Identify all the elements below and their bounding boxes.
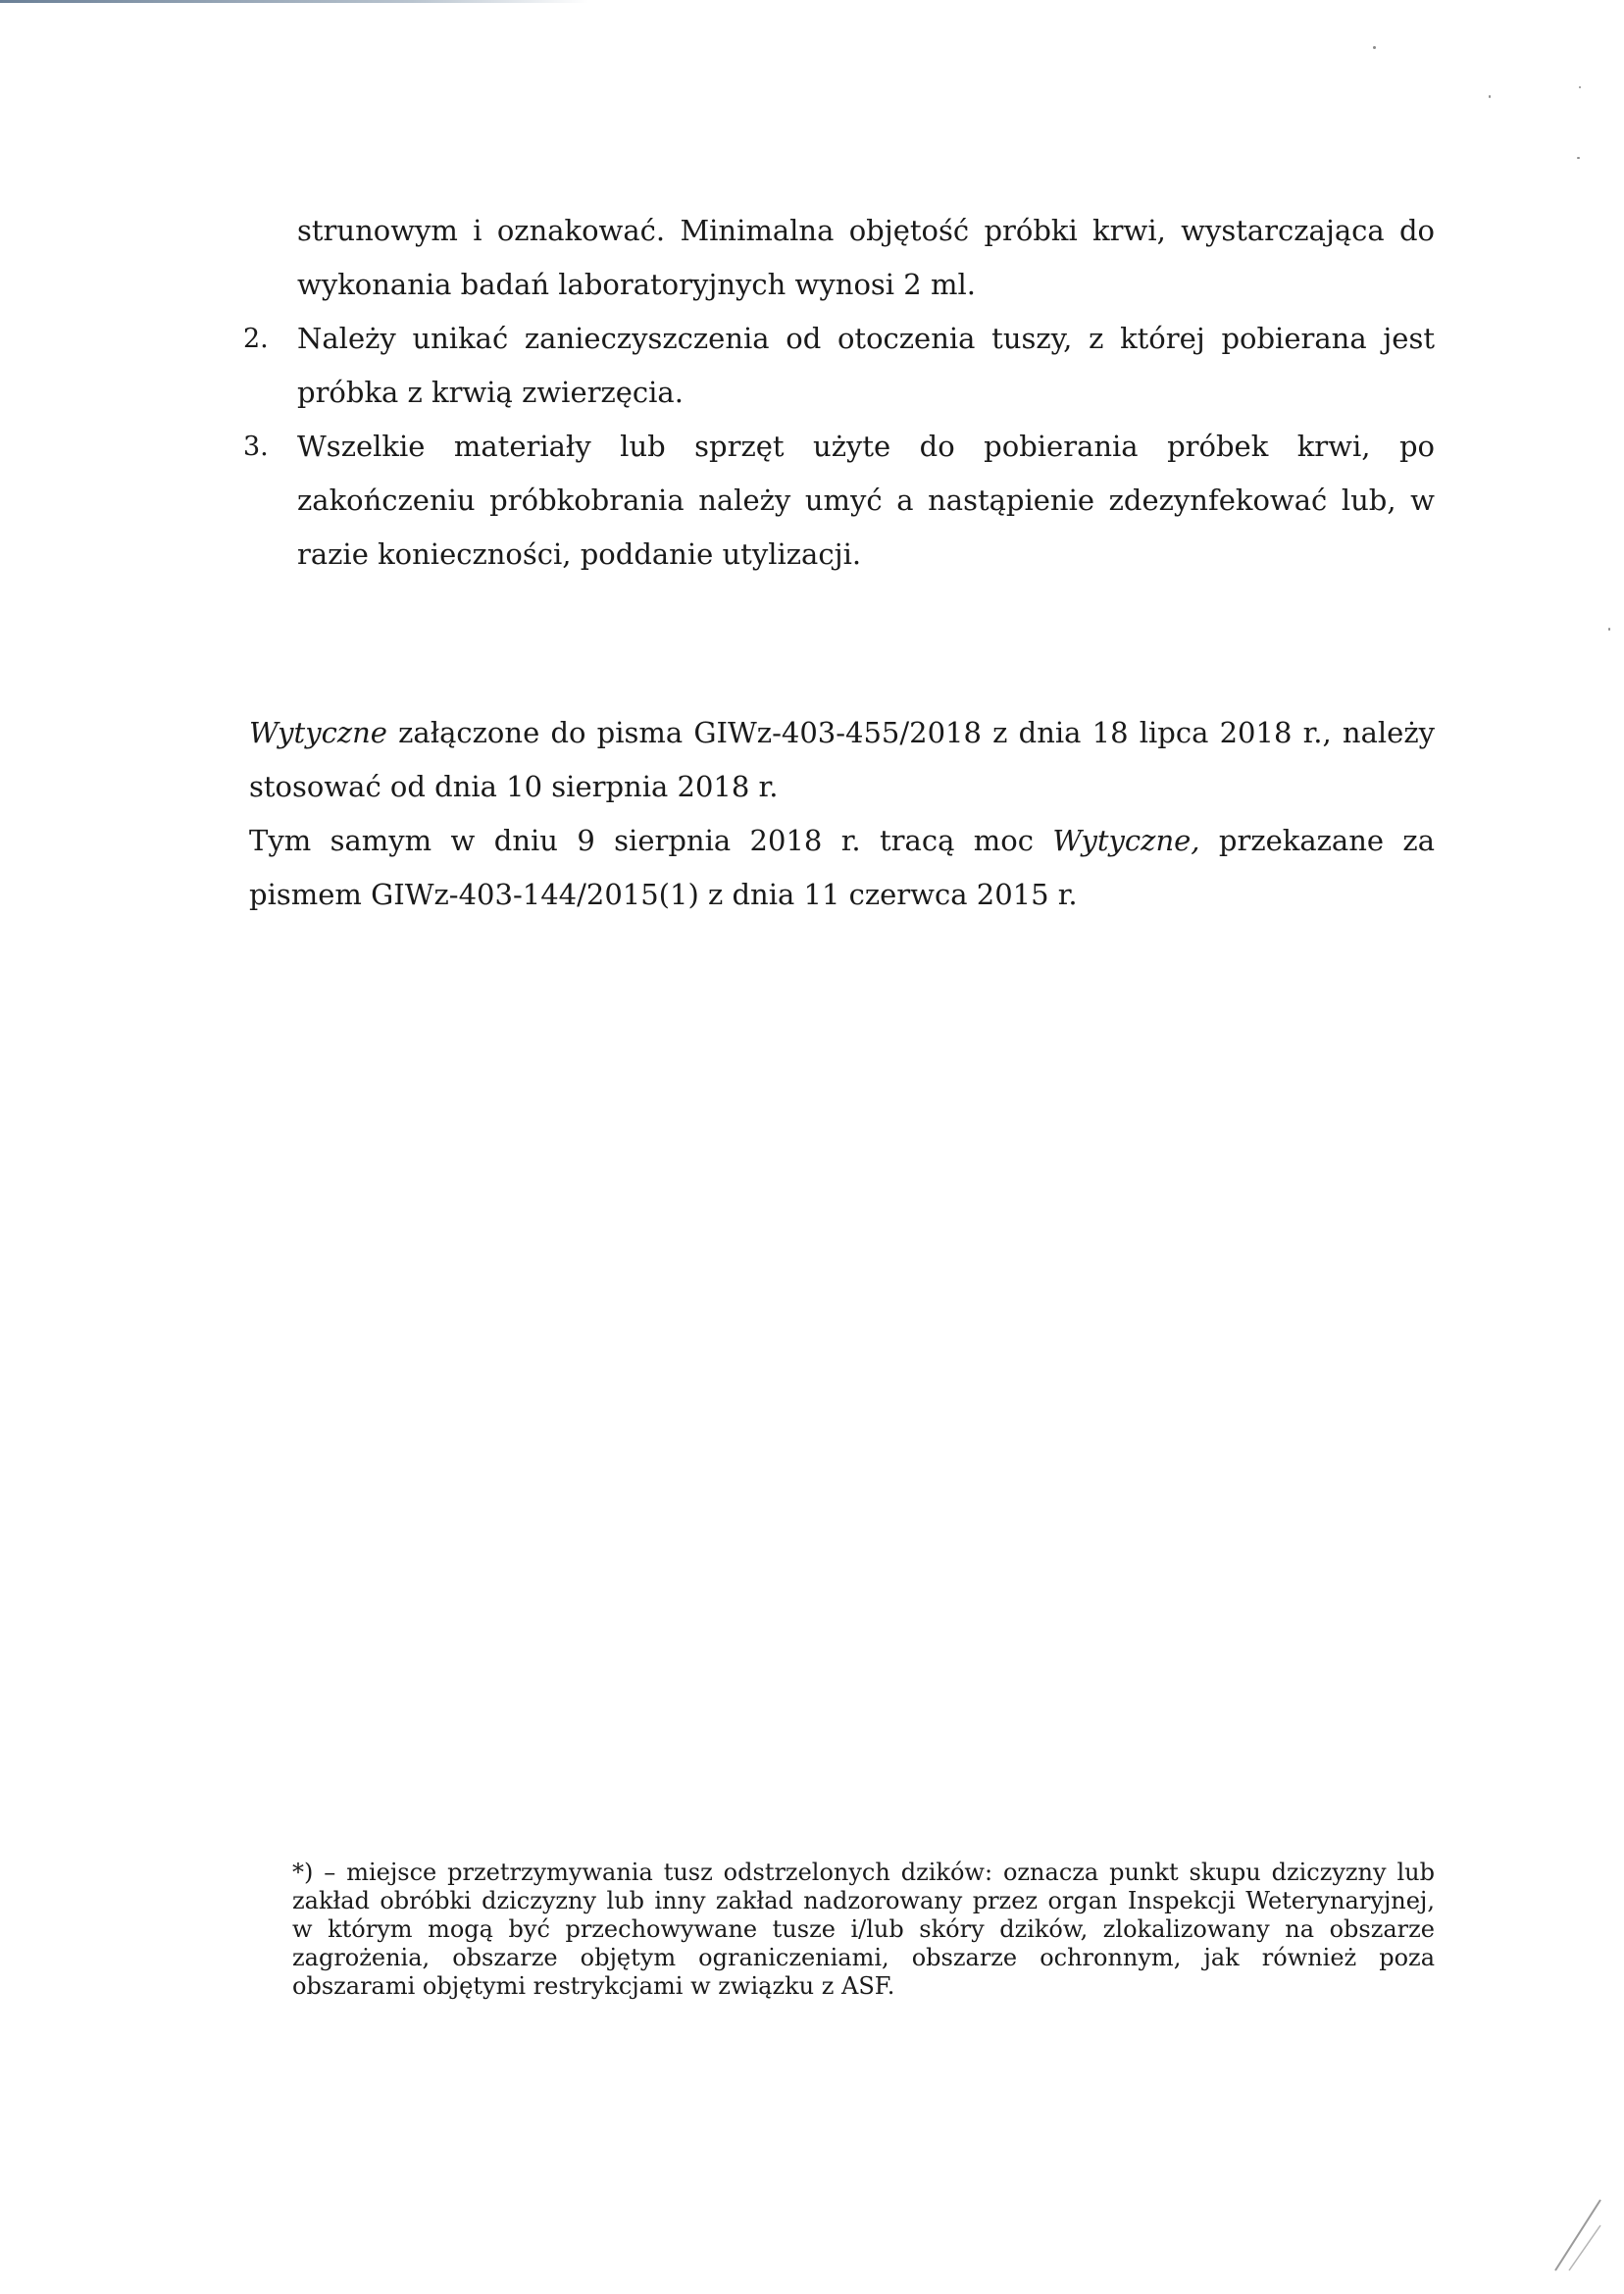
list-item-number: 3. [243, 432, 269, 462]
guidance-section [249, 706, 1435, 922]
guidance-repeal-text-end: przekazane za pismem GIWz-403-144/2015(1) z dnia 11 czerwca 2015 r. [249, 824, 1435, 911]
scan-speck [1489, 95, 1491, 98]
guidance-paragraph-effective [249, 706, 1435, 814]
continued-paragraph: strunowym i oznakować. Minimalna objętość próbki krwi, wystarczająca do wykonania badań laboratoryjnych wynosi 2 ml. [297, 214, 1435, 301]
list-item-text: Wszelkie materiały lub sprzęt użyte do pobierania próbek krwi, po zakończeniu próbkobrania należy umyć a nastąpienie zdezynfekować lub, w razie konieczności, poddanie utylizacji. [297, 430, 1435, 571]
scan-speck [1608, 628, 1610, 631]
scan-speck [1577, 157, 1580, 159]
guidance-title-italic: Wytyczne [249, 716, 387, 749]
guidance-effective-text: załączone do pisma GIWz-403-455/2018 z dnia 18 lipca 2018 r., należy stosować od dnia 10 sierpnia 2018 r. [249, 716, 1435, 803]
scan-speck [1373, 46, 1376, 49]
list-item-text: Należy unikać zanieczyszczenia od otoczenia tuszy, z której pobierana jest próbka z krwią zwierzęcia. [297, 322, 1435, 409]
guidance-paragraph-repeal [249, 814, 1435, 922]
numbered-list [243, 312, 1435, 582]
list-item [243, 312, 1435, 420]
scan-speck [1579, 86, 1581, 88]
scan-corner-mark [1548, 2186, 1606, 2274]
scan-edge-line [0, 0, 588, 3]
guidance-repeal-title-italic: Wytyczne, [1052, 824, 1200, 857]
footnote: *) – miejsce przetrzymywania tusz odstrzelonych dzików: oznacza punkt skupu dziczyzny lub zakład obróbki dziczyzny lub inny zakład nadzorowany przez organ Inspekcji Weterynaryjnej, w którym mogą być przechowywane tusze i/lub skóry dzików, zlokalizowany na obszarze zagrożenia, obszarze objętym ograniczeniami, obszarze ochronnym, jak również poza obszarami objętymi restrykcjami w związku z ASF. [292, 1859, 1435, 2000]
guidance-repeal-text-start: Tym samym w dniu 9 sierpnia 2018 r. tracą moc [249, 824, 1053, 857]
list-item-number: 2. [243, 324, 269, 354]
list-item [243, 420, 1435, 582]
